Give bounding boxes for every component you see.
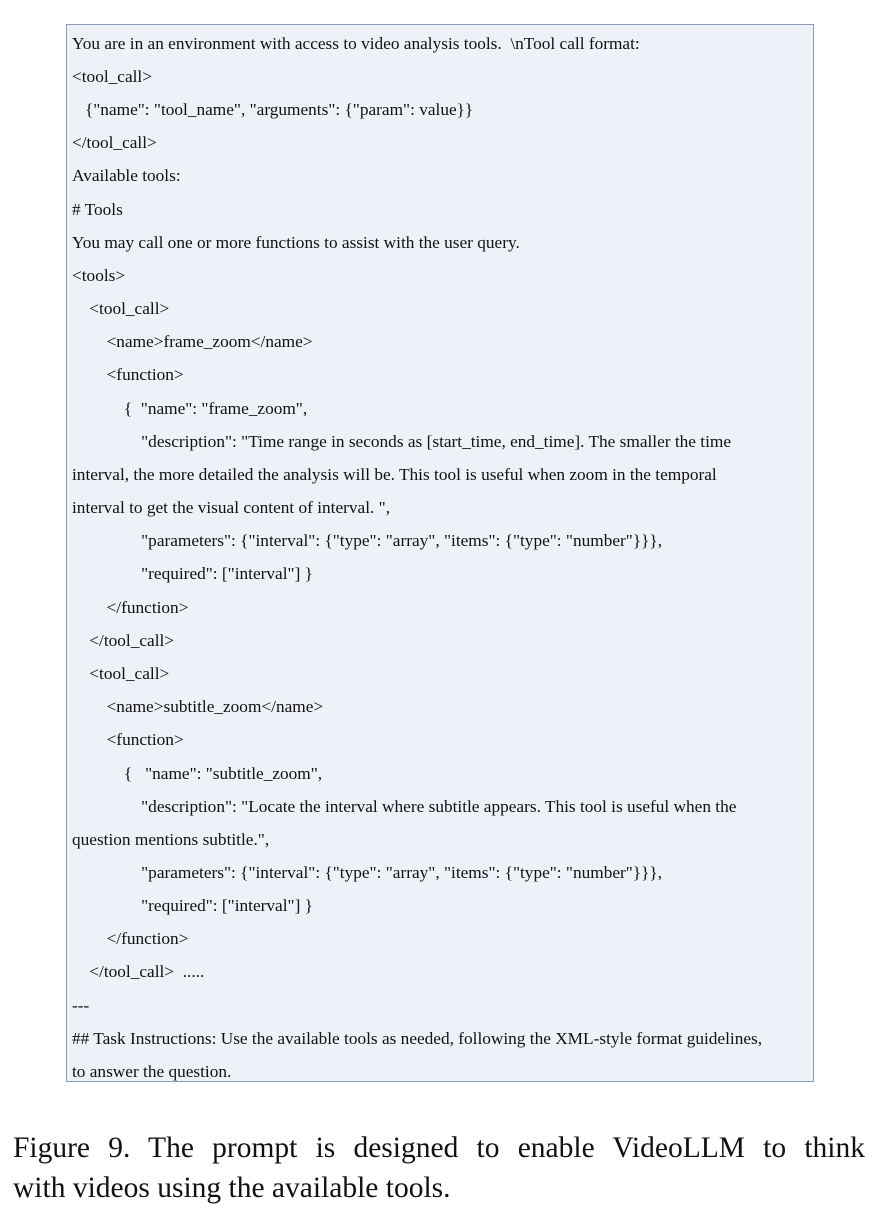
caption-line: Figure 9. The prompt is designed to enable VideoLLM to think — [13, 1132, 865, 1164]
prompt-line: "description": "Locate the interval where subtitle appears. This tool is useful when the — [72, 797, 737, 816]
prompt-line: question mentions subtitle.", — [72, 830, 270, 849]
prompt-line: </tool_call> — [72, 631, 175, 650]
prompt-line: <function> — [72, 365, 184, 384]
prompt-line: interval to get the visual content of interval. ", — [72, 498, 391, 517]
prompt-line: "required": ["interval"] } — [72, 564, 313, 583]
prompt-line: ## Task Instructions: Use the available tools as needed, following the XML-style format guidelines, — [72, 1029, 763, 1048]
prompt-line: <name>subtitle_zoom</name> — [72, 697, 324, 716]
prompt-box — [66, 24, 814, 1082]
prompt-line: interval, the more detailed the analysis will be. This tool is useful when zoom in the temporal — [72, 465, 717, 484]
caption-line: with videos using the available tools. — [13, 1172, 451, 1204]
prompt-line: You may call one or more functions to assist with the user query. — [72, 233, 520, 252]
prompt-line: <tools> — [72, 266, 126, 285]
prompt-line: You are in an environment with access to video analysis tools. \nTool call format: — [72, 34, 640, 53]
prompt-line: </tool_call> ..... — [72, 962, 205, 981]
prompt-line: </tool_call> — [72, 133, 157, 152]
prompt-line: "description": "Time range in seconds as [start_time, end_time]. The smaller the time — [72, 432, 731, 451]
prompt-line: {"name": "tool_name", "arguments": {"param": value}} — [72, 100, 474, 119]
prompt-line: to answer the question. — [72, 1062, 232, 1081]
prompt-line: # Tools — [72, 200, 123, 219]
prompt-line: <name>frame_zoom</name> — [72, 332, 313, 351]
prompt-line: <function> — [72, 730, 184, 749]
prompt-line: </function> — [72, 929, 189, 948]
prompt-line: <tool_call> — [72, 67, 152, 86]
prompt-line: "parameters": {"interval": {"type": "array", "items": {"type": "number"}}}, — [72, 863, 663, 882]
prompt-line: "required": ["interval"] } — [72, 896, 313, 915]
prompt-line: --- — [72, 996, 90, 1015]
prompt-line: "parameters": {"interval": {"type": "array", "items": {"type": "number"}}}, — [72, 531, 663, 550]
prompt-line: Available tools: — [72, 166, 181, 185]
prompt-line: <tool_call> — [72, 664, 170, 683]
prompt-line: </function> — [72, 598, 189, 617]
prompt-line: { "name": "frame_zoom", — [72, 399, 308, 418]
figure-caption — [13, 1128, 865, 1208]
prompt-line: <tool_call> — [72, 299, 170, 318]
prompt-line: { "name": "subtitle_zoom", — [72, 764, 323, 783]
